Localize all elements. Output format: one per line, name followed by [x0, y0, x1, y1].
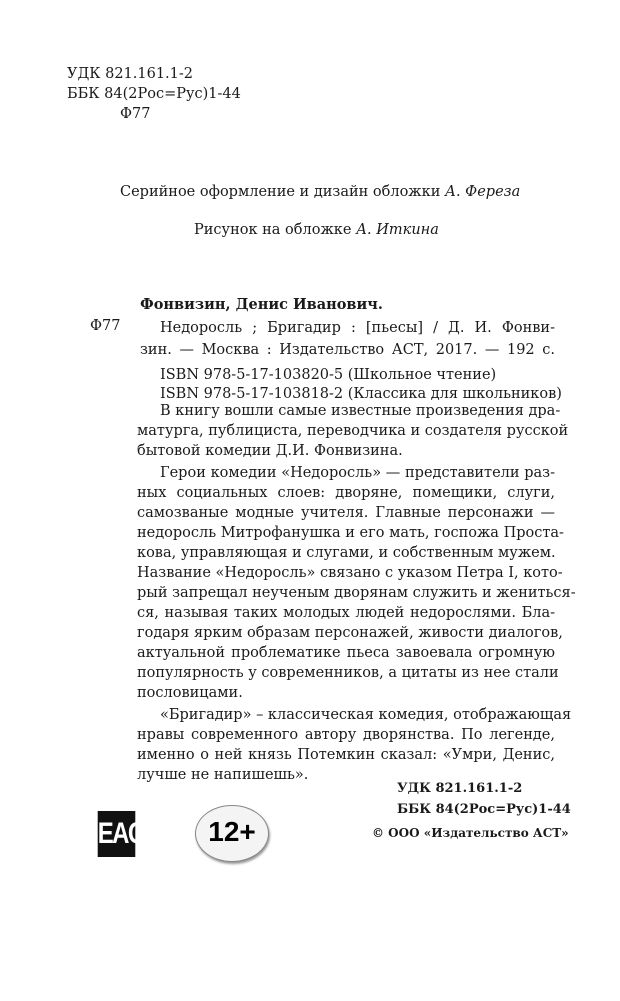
isbn: ISBN 978-5-17-103818-2 (Классика для школьников) — [160, 386, 562, 402]
design-name: А. Фереза — [444, 184, 521, 200]
cover-label: Рисунок на обложке — [194, 222, 352, 238]
annotation-line: актуальной проблематике пьеса завоевала огромную — [137, 645, 555, 661]
annotation-line: В книгу вошли самые известные произведения дра- — [160, 403, 561, 419]
design-label: Серийное оформление и дизайн обложки — [120, 184, 441, 200]
cover-credit — [194, 222, 439, 238]
copyright: © ООО «Издательство АСТ» — [372, 826, 569, 840]
catalog-sign: Ф77 — [90, 318, 121, 334]
cover-name: А. Иткина — [356, 222, 439, 238]
design-credit — [120, 184, 520, 200]
annotation-line: годаря ярким образам персонажей, живости диалогов, — [137, 625, 563, 641]
annotation-line: Название «Недоросль» связано с указом Петра I, кото- — [137, 565, 563, 581]
annotation-line: именно о ней князь Потемкин сказал: «Умри, Денис, — [137, 747, 555, 763]
footer-udk: УДК 821.161.1-2 — [397, 781, 523, 796]
age-rating-badge — [195, 805, 269, 862]
catalog-title-line: зин. — Москва : Издательство АСТ, 2017. — 192 с. — [140, 342, 555, 358]
annotation-line: недоросль Митрофанушка и его мать, госпожа Проста- — [137, 525, 564, 541]
catalog-author: Фонвизин, Денис Иванович. — [140, 296, 383, 313]
footer-bbk: ББК 84(2Рос=Рус)1-44 — [397, 802, 571, 817]
author-sign: Ф77 — [120, 106, 151, 122]
annotation-line: пословицами. — [137, 685, 243, 701]
annotation-line: Герои комедии «Недоросль» — представители раз- — [160, 465, 555, 481]
annotation-line: ных социальных слоев: дворяне, помещики, слуги, — [137, 485, 555, 501]
catalog-title-line: Недоросль ; Бригадир : [пьесы] / Д. И. Фонви- — [160, 320, 555, 336]
annotation-line: рый запрещал неученым дворянам служить и жениться- — [137, 585, 576, 601]
annotation-line: кова, управляющая и слугами, и собственным мужем. — [137, 545, 556, 561]
annotation-line: самозваные модные учителя. Главные персонажи — — [137, 505, 555, 521]
eac-mark-icon: EAC — [98, 811, 136, 857]
age-rating: 12+ — [208, 816, 256, 847]
annotation-line: ся, называя таких молодых людей недорослями. Бла- — [137, 605, 555, 621]
annotation-line: популярность у современников, а цитаты из нее стали — [137, 665, 559, 681]
annotation-line: матурга, публициста, переводчика и создателя русской — [137, 423, 569, 439]
annotation-line: нравы современного автору дворянства. По легенде, — [137, 727, 555, 743]
annotation-line: лучше не напишешь». — [137, 767, 309, 783]
annotation-line: бытовой комедии Д.И. Фонвизина. — [137, 443, 403, 459]
annotation-line: «Бригадир» – классическая комедия, отображающая — [160, 707, 572, 723]
bbk-code: ББК 84(2Рос=Рус)1-44 — [67, 86, 241, 102]
udk-code: УДК 821.161.1-2 — [67, 66, 194, 82]
isbn: ISBN 978-5-17-103820-5 (Школьное чтение) — [160, 367, 497, 383]
